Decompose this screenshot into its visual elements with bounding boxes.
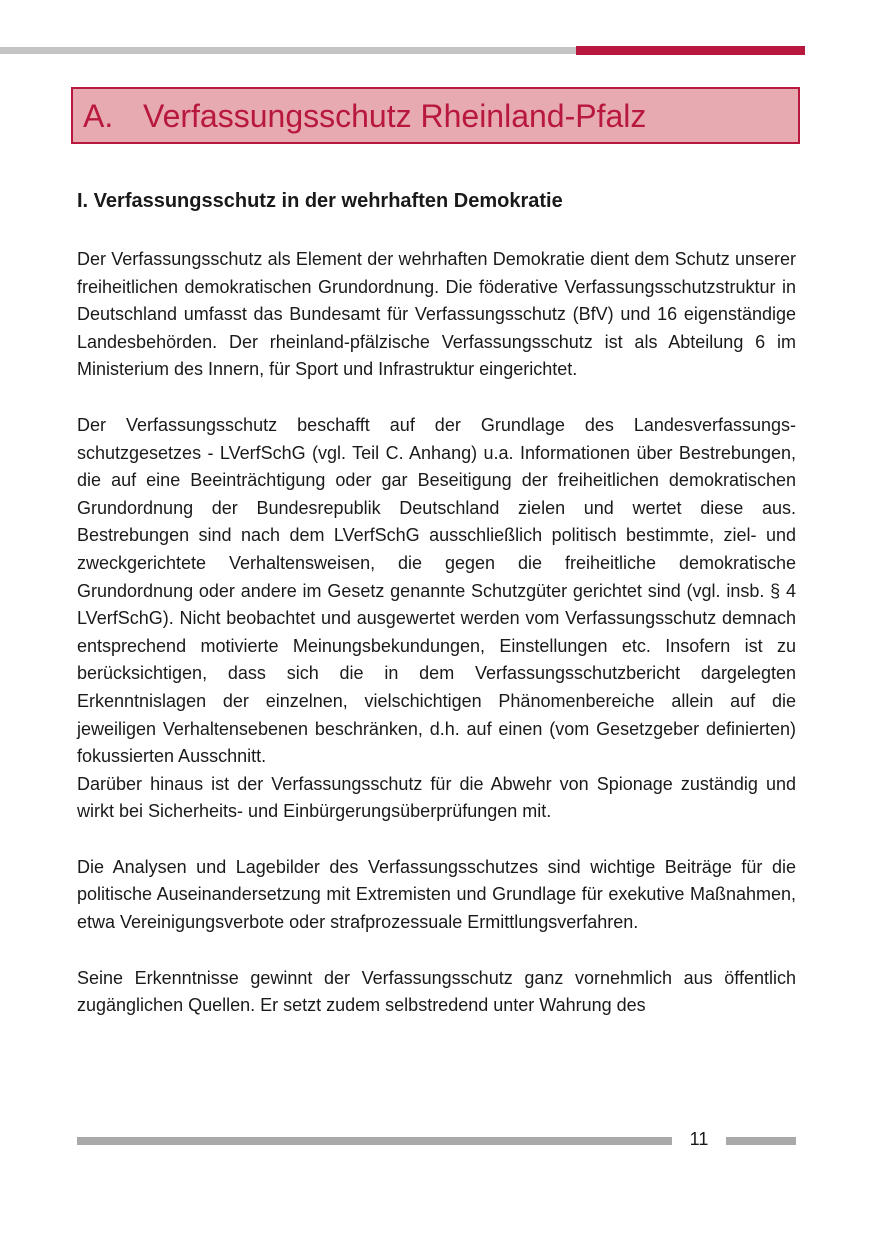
paragraph: Der Verfassungsschutz als Element der wehrhaften Demokratie dient dem Schutz unserer freiheitlichen demokratischen Grundordnung. Die föderative Verfassungsschutzstruktur in Deutschland umfasst das Bundesamt für Verfassungsschutz (BfV) und 16 eigenständige Landesbehörden. Der rheinland-pfälzische Verfassungsschutz ist als Abteilung 6 im Ministerium des Innern, für Sport und Infrastruktur eingerichtet. [77,249,796,380]
chapter-header [71,87,800,144]
chapter-letter: A. [83,97,114,134]
paragraph: Die Analysen und Lagebilder des Verfassungsschutzes sind wichtige Beiträge für die politische Auseinandersetzung mit Extremisten und Grundlage für exekutive Maßnahmen, etwa Vereinigungsverbote oder strafprozessuale Ermittlungsverfahren. [77,856,796,933]
paragraph: Der Verfassungsschutz beschafft auf der Grundlage des Landesverfassungsschutzgesetzes - LVerfSchG (vgl. Teil C. Anhang) u.a. Informationen über Bestrebungen, die auf eine Beeinträchtigung oder gar Beseitigung der freiheitlichen demokratischen Grundordnung der Bundesrepublik Deutschland zielen und wertet diese aus. Bestrebungen sind nach dem LVerfSchG ausschließlich politisch bestimmte, ziel- und zweckgerichtete Verhaltensweisen, die gegen die freiheitliche demokratische Grundordnung oder andere im Gesetz genannte Schutzgüter gerichtet sind (vgl. insb. § 4 LVerfSchG). Nicht beobachtet und ausgewertet werden vom Verfassungsschutz demnach entsprechend motivierte Meinungsbekundungen, Einstellungen etc. Insofern ist zu berücksichtigen, dass sich die in dem Verfassungsschutzbericht dargelegten Erkenntnislagen der einzelnen, vielschichtigen Phänomenbereiche allein auf die jeweiligen Verhaltensebenen beschränken, d.h. auf einen (vom Gesetzgeber definierten) fokussierten Ausschnitt. [77,414,796,767]
footer-rule-right [726,1137,796,1145]
paragraph: Seine Erkenntnisse gewinnt der Verfassungsschutz ganz vornehmlich aus öffentlich zugänglichen Quellen. Er setzt zudem selbstredend unter Wahrung des [77,967,796,1016]
paragraph: Darüber hinaus ist der Verfassungsschutz für die Abwehr von Spionage zuständig und wirkt bei Sicherheits- und Einbürgerungsüberprüfungen mit. [77,773,796,822]
footer-rule-left [77,1137,672,1145]
section-heading: I. Verfassungsschutz in der wehrhaften Demokratie [77,190,563,212]
top-rule-accent [576,46,805,55]
chapter-title: Verfassungsschutz Rheinland-Pfalz [143,97,647,134]
page-number: 11 [689,1129,709,1149]
body-text [77,246,796,1048]
top-rule-grey [0,47,576,54]
